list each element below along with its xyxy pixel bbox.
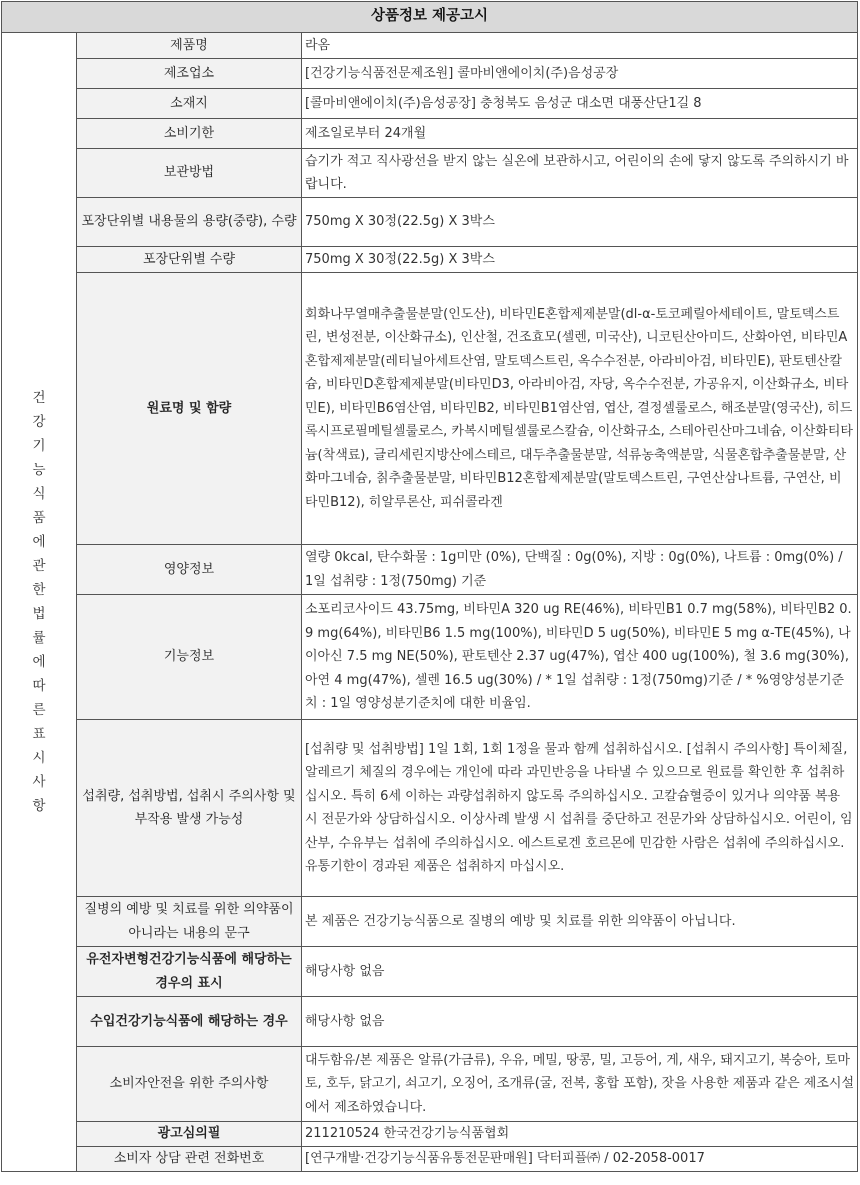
- table-row: [2, 247, 858, 273]
- row-label-not-medicine: 질병의 예방 및 치료를 위한 의약품이 아니라는 내용의 문구: [77, 897, 302, 947]
- row-value-ad-review: 211210524 한국건강기능식품협회: [302, 1122, 858, 1147]
- row-value-imported: 해당사항 없음: [302, 997, 858, 1047]
- row-value-function: 소포리코사이드 43.75mg, 비타민A 320 ug RE(46%), 비타민B1 0.7 mg(58%), 비타민B2 0.9 mg(64%), 비타민B6 1.5 mg(100%), 비타민D 5 ug(50%), 비타민E 5 mg α-TE(45%), 나이아신 7.5 mg NE(50%), 판토텐산 2.37 ug(47%), 엽산 400 ug(100%), 철 3.6 mg(30%), 아연 4 mg(47%), 셀렌 16.5 ug(30%) / * 1일 섭취량 : 1정(750mg)기준 / * %영양성분기준치 : 1일 영양성분기준치에 대한 비율임.: [302, 595, 858, 720]
- table-row: [2, 273, 858, 545]
- row-label-expiry: 소비기한: [77, 119, 302, 149]
- side-label-cell: [2, 33, 77, 1172]
- row-label-package-quantity: 포장단위별 수량: [77, 247, 302, 273]
- table-row: [2, 545, 858, 595]
- row-value-address: [콜마비앤에이치(주)음성공장] 충청북도 음성군 대소면 대풍산단1길 8: [302, 89, 858, 119]
- side-label: 건강기능식품에관한법률에따른표시사항: [32, 390, 46, 814]
- table-row: [2, 89, 858, 119]
- row-value-package-contents: 750mg X 30정(22.5g) X 3박스: [302, 198, 858, 247]
- title-row: [2, 2, 858, 33]
- row-value-nutrition: 열량 0kcal, 탄수화물 : 1g미만 (0%), 단백질 : 0g(0%), 지방 : 0g(0%), 나트륨 : 0mg(0%) / 1일 섭취량 : 1정(750mg) 기준: [302, 545, 858, 595]
- row-value-ingredients: 회화나무열매추출물분말(인도산), 비타민E혼합제제분말(dl-α-토코페릴아세테이트, 말토덱스트린, 변성전분, 이산화규소), 인산철, 건조효모(셀렌, 미국산), 니코틴산아미드, 산화아연, 비타민A혼합제제분말(레티닐아세트산염, 말토덱스트린, 옥수수전분, 아라비아검, 비타민E), 판토텐산칼슘, 비타민D혼합제제분말(비타민D3, 아라비아검, 자당, 옥수수전분, 가공유지, 이산화규소, 비타민E), 비타민B6염산염, 비타민B2, 비타민B1염산염, 엽산, 결정셀룰로스, 해조분말(영국산), 히드록시프로필메틸셀룰로스, 카복시메틸셀룰로스칼슘, 이산화규소, 스테아린산마그네슘, 이산화티타늄(착색료), 글리세린지방산에스테르, 대두추출물분말, 석류농축액분말, 식물혼합추출물분말, 산화마그네슘, 칡추출물분말, 비타민B12혼합제제분말(말토덱스트린, 구연산삼나트륨, 구연산, 비타민B12), 히알루론산, 피쉬콜라겐: [302, 273, 858, 545]
- table-row: [2, 59, 858, 89]
- row-value-package-quantity: 750mg X 30정(22.5g) X 3박스: [302, 247, 858, 273]
- product-info-table: [1, 1, 858, 1172]
- table-row: [2, 1122, 858, 1147]
- table-row: [2, 119, 858, 149]
- row-label-package-contents: 포장단위별 내용물의 용량(중량), 수량: [77, 198, 302, 247]
- row-label-imported: 수입건강기능식품에 해당하는 경우: [77, 997, 302, 1047]
- table-row: [2, 1047, 858, 1122]
- row-label-phone: 소비자 상담 관련 전화번호: [77, 1147, 302, 1172]
- table-row: [2, 198, 858, 247]
- row-value-safety: 대두함유/본 제품은 알류(가금류), 우유, 메밀, 땅콩, 밀, 고등어, 게, 새우, 돼지고기, 복숭아, 토마토, 호두, 닭고기, 쇠고기, 오징어, 조개류(굴, 전복, 홍합 포함), 잣을 사용한 제품과 같은 제조시설에서 제조하였습니다.: [302, 1047, 858, 1122]
- row-label-ad-review: 광고심의필: [77, 1122, 302, 1147]
- table-row: [2, 33, 858, 59]
- row-value-product-name: 라옴: [302, 33, 858, 59]
- row-label-storage: 보관방법: [77, 149, 302, 198]
- row-label-nutrition: 영양정보: [77, 545, 302, 595]
- row-value-expiry: 제조일로부터 24개월: [302, 119, 858, 149]
- row-value-gmo: 해당사항 없음: [302, 947, 858, 997]
- row-value-not-medicine: 본 제품은 건강기능식품으로 질병의 예방 및 치료를 위한 의약품이 아닙니다.: [302, 897, 858, 947]
- table-row: [2, 1147, 858, 1172]
- row-label-gmo: 유전자변형건강기능식품에 해당하는 경우의 표시: [77, 947, 302, 997]
- row-value-storage: 습기가 적고 직사광선을 받지 않는 실온에 보관하시고, 어린이의 손에 닿지 않도록 주의하시기 바랍니다.: [302, 149, 858, 198]
- row-label-product-name: 제품명: [77, 33, 302, 59]
- row-label-manufacturer: 제조업소: [77, 59, 302, 89]
- row-label-safety: 소비자안전을 위한 주의사항: [77, 1047, 302, 1122]
- row-label-function: 기능정보: [77, 595, 302, 720]
- row-label-address: 소재지: [77, 89, 302, 119]
- row-label-intake: 섭취량, 섭취방법, 섭취시 주의사항 및 부작용 발생 가능성: [77, 720, 302, 897]
- table-row: [2, 997, 858, 1047]
- table-row: [2, 595, 858, 720]
- row-value-manufacturer: [건강기능식품전문제조원] 콜마비앤에이치(주)음성공장: [302, 59, 858, 89]
- table-row: [2, 149, 858, 198]
- table-row: [2, 947, 858, 997]
- row-label-ingredients: 원료명 및 함량: [77, 273, 302, 545]
- table-title: 상품정보 제공고시: [2, 2, 858, 33]
- row-value-phone: [연구개발·건강기능식품유통전문판매원] 닥터피플㈜ / 02-2058-0017: [302, 1147, 858, 1172]
- table-row: [2, 720, 858, 897]
- row-value-intake: [섭취량 및 섭취방법] 1일 1회, 1회 1정을 물과 함께 섭취하십시오. [섭취시 주의사항] 특이체질, 알레르기 체질의 경우에는 개인에 따라 과민반응을 나타낼 수 있으므로 원료를 확인한 후 섭취하십시오. 특히 6세 이하는 과량섭취하지 않도록 주의하십시오. 고칼슘혈증이 있거나 의약품 복용 시 전문가와 상담하십시오. 이상사례 발생 시 섭취를 중단하고 전문가와 상담하십시오. 어린이, 임산부, 수유부는 섭취에 주의하십시오. 에스트로겐 호르몬에 민감한 사람은 섭취에 주의하십시오. 유통기한이 경과된 제품은 섭취하지 마십시오.: [302, 720, 858, 897]
- table-row: [2, 897, 858, 947]
